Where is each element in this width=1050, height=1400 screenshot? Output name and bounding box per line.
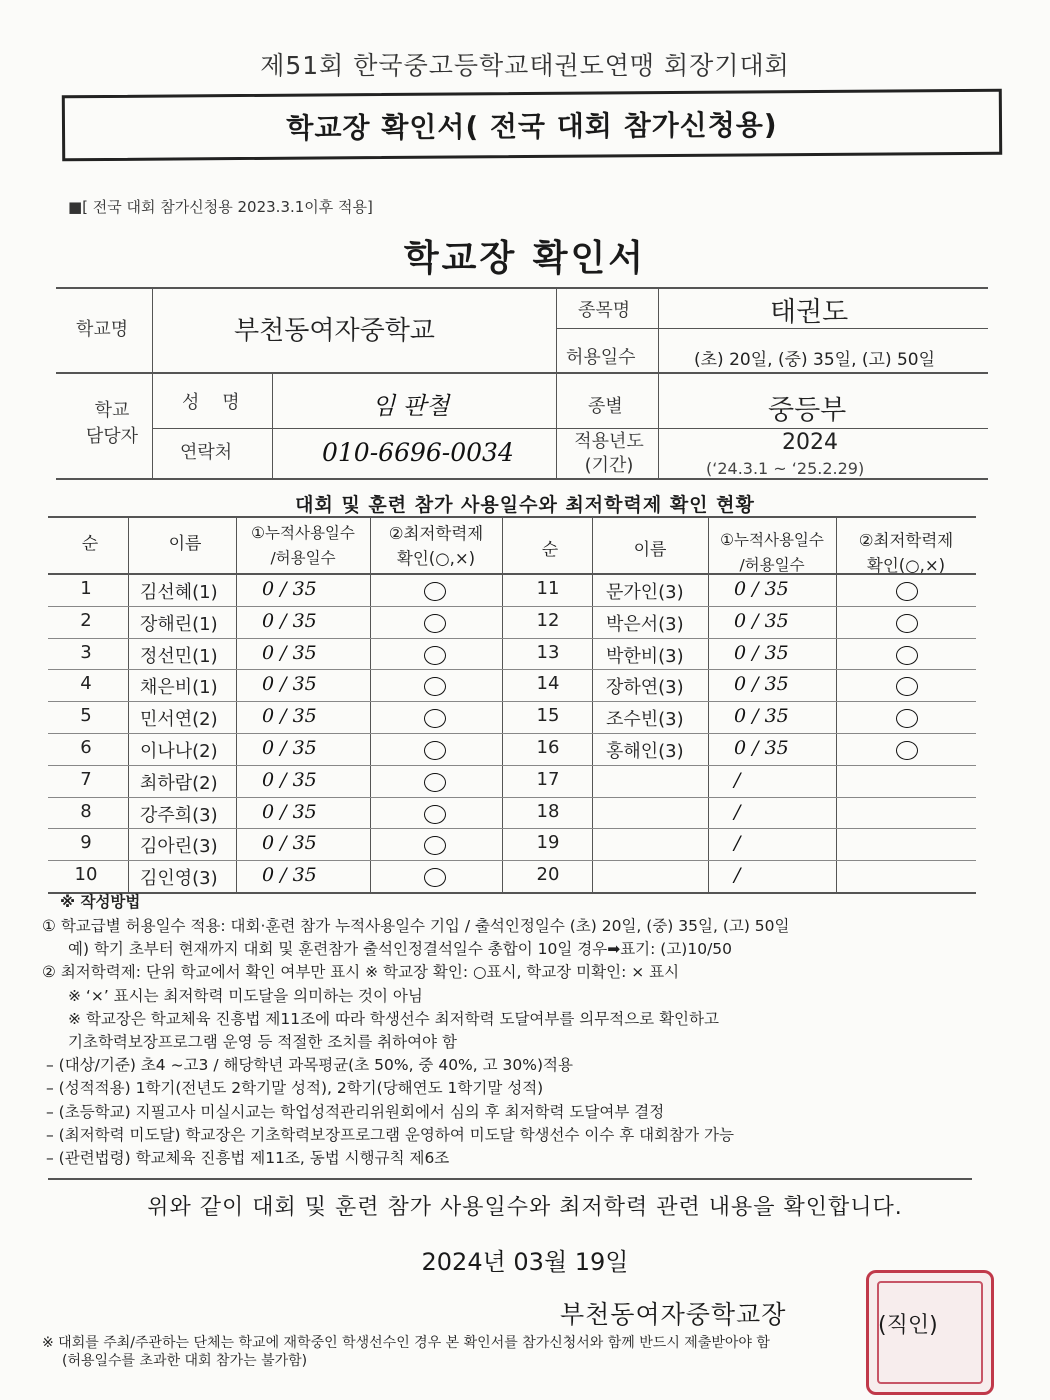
student-name: 박은서(3) (606, 613, 684, 635)
header-days-left: ①누적사용일수 /허용일수 (251, 524, 355, 567)
row-number: 19 (536, 832, 560, 854)
student-name: 홍해인(3) (606, 741, 684, 762)
year-period: (‘24.3.1 ~ ‘25.2.29) (706, 459, 865, 478)
info-rule-bottom (56, 478, 988, 480)
row-number: 6 (80, 737, 92, 758)
days-used: 0 / 35 (262, 737, 317, 759)
row-number: 1 (80, 578, 92, 599)
table-vrule (236, 516, 237, 892)
days-used: / (734, 800, 741, 823)
check-circle-icon (424, 614, 446, 633)
student-name: 최하람(2) (140, 772, 218, 794)
method-title: ※ 작성방법 (60, 893, 141, 911)
row-number: 18 (536, 800, 560, 822)
student-name: 김선혜(1) (140, 582, 218, 603)
check-circle-icon (424, 646, 446, 665)
check-circle-icon (424, 868, 446, 887)
days-used: 0 / 35 (734, 737, 789, 759)
row-number: 7 (80, 768, 92, 790)
info-vrule (272, 372, 273, 478)
days-used: 0 / 35 (262, 800, 317, 823)
table-row-rule (48, 701, 976, 702)
table-row-rule (48, 669, 976, 670)
row-number: 12 (536, 609, 560, 631)
student-name: 정선민(1) (140, 645, 218, 667)
table-row-rule (48, 797, 976, 798)
table-vrule (128, 516, 129, 892)
days-used: / (734, 832, 741, 855)
method-line: 기초학력보장프로그램 운영 등 적절한 조치를 취하여야 함 (68, 1033, 457, 1051)
days-used: / (734, 768, 741, 791)
table-row-rule (48, 606, 976, 607)
days-used: 0 / 35 (262, 673, 317, 696)
method-line: – (관련법령) 학교체육 진흥법 제11조, 동법 시행규칙 제6조 (46, 1149, 450, 1167)
boxed-title-text: 학교장 확인서( 전국 대회 참가신청용) (286, 108, 778, 145)
footnote-required: ※ 대회를 주최/주관하는 단체는 학교에 재학중인 학생선수인 경우 본 확인서를 참가신청서와 함께 반드시 제출받아야 함 (42, 1335, 770, 1351)
principal-title: 부천동여자중학교장 (560, 1300, 787, 1329)
confirm-statement: 위와 같이 대회 및 훈련 참가 사용일수와 최저학력 관련 내용을 확인합니다. (147, 1195, 903, 1220)
table-title: 대회 및 훈련 참가 사용일수와 최저학력제 확인 현황 (295, 494, 755, 516)
category-value: 중등부 (768, 395, 847, 426)
phone-label: 연락처 (180, 442, 233, 463)
header-check-right: ②최저학력제 확인(○,×) (858, 531, 954, 575)
seal-label: (직인) (878, 1313, 938, 1338)
event-value: 태권도 (770, 297, 849, 328)
days-used: 0 / 35 (734, 609, 789, 632)
footnote-limit: (허용일수를 초과한 대회 참가는 불가함) (62, 1353, 308, 1369)
method-line: ② 최저학력제: 단위 학교에서 확인 여부만 표시 ※ 학교장 확인: ○표시, 학교장 미확인: × 표시 (42, 963, 680, 982)
applicability-note: ■[ 전국 대회 참가신청용 2023.3.1이후 적용] (68, 198, 373, 216)
student-name: 문가인(3) (606, 582, 684, 603)
header-check-left: ②최저학력제 확인(○,×) (388, 524, 484, 568)
table-row-rule (48, 638, 976, 639)
category-label: 종별 (588, 396, 623, 417)
days-used: 0 / 35 (262, 864, 317, 887)
days-used: 0 / 35 (734, 673, 789, 696)
check-circle-icon (424, 709, 446, 728)
info-rule-top (56, 287, 988, 289)
student-name: 김아린(3) (140, 836, 218, 858)
check-circle-icon (896, 677, 918, 696)
info-rule (56, 372, 988, 374)
method-line: ※ 학교장은 학교체육 진흥법 제11조에 따라 학생선수 최저학력 도달여부를 의무적으로 확인하고 (68, 1009, 719, 1028)
check-circle-icon (424, 677, 446, 696)
method-rule (48, 1178, 972, 1180)
table-vrule-middle (502, 516, 503, 892)
table-vrule (370, 516, 371, 892)
check-circle-icon (896, 709, 918, 728)
days-used: / (734, 864, 741, 887)
info-vrule (658, 287, 659, 478)
method-line: – (최저학력 미도달) 학교장은 기초학력보장프로그램 운영하여 미도달 학생선수 이수 후 대회참가 가능 (46, 1125, 734, 1144)
row-number: 15 (536, 705, 560, 727)
days-used: 0 / 35 (734, 578, 789, 600)
days-used: 0 / 35 (262, 609, 317, 632)
student-name: 민서연(2) (140, 709, 218, 731)
school-label: 학교명 (76, 319, 129, 340)
row-number: 8 (80, 800, 92, 822)
days-used: 0 / 35 (262, 578, 317, 600)
name-label: 성 명 (182, 392, 240, 413)
header-no-right: 순 (541, 540, 559, 560)
check-circle-icon (424, 741, 446, 760)
year-value: 2024 (782, 430, 838, 455)
row-number: 3 (80, 641, 92, 663)
school-name: 부천동여자중학교 (234, 316, 435, 346)
method-line: – (성적적용) 1학기(전년도 2학기말 성적), 2학기(당해연도 1학기말 성적) (46, 1079, 544, 1098)
table-row-rule (48, 733, 976, 734)
row-number: 20 (536, 864, 560, 886)
row-number: 4 (80, 673, 92, 695)
method-line: – (대상/기준) 초4 ~고3 / 해당학년 과목평균(초 50%, 중 40%, 고 30%)적용 (46, 1056, 573, 1075)
table-row-rule (48, 765, 976, 766)
days-used: 0 / 35 (262, 832, 317, 855)
row-number: 2 (80, 609, 92, 631)
allowed-days-value: (초) 20일, (중) 35일, (고) 50일 (694, 350, 936, 370)
table-vrule (592, 516, 593, 892)
method-line: ① 학교급별 허용일수 적용: 대회·훈련 참가 누적사용일수 기입 / 출석인정일수 (초) 20일, (중) 35일, (고) 50일 (42, 917, 790, 935)
days-used: 0 / 35 (262, 641, 317, 664)
method-line: ※ ‘×’ 표시는 최저학력 미도달을 의미하는 것이 아님 (68, 986, 423, 1005)
check-circle-icon (424, 773, 446, 792)
table-row-rule (48, 860, 976, 861)
row-number: 9 (80, 832, 92, 854)
issue-date: 2024년 03월 19일 (421, 1248, 629, 1276)
days-used: 0 / 35 (262, 705, 317, 728)
method-line: – (초등학교) 지필고사 미실시교는 학업성적관리위원회에서 심의 후 최저학력 도달여부 결정 (46, 1102, 665, 1121)
handwritten-name: 임 판철 (372, 392, 450, 420)
year-label: 적용년도 (기간) (574, 431, 644, 476)
student-name: 장하연(3) (606, 677, 684, 699)
info-rule (152, 428, 988, 429)
table-rule-bottom (48, 892, 976, 894)
student-name: 채은비(1) (140, 677, 218, 699)
table-row-rule (48, 828, 976, 829)
check-circle-icon (424, 582, 446, 601)
check-circle-icon (896, 614, 918, 633)
event-title: 제51회 한국중고등학교태권도연맹 회장기대회 (260, 51, 790, 80)
days-used: 0 / 35 (734, 641, 789, 664)
row-number: 13 (536, 641, 560, 663)
row-number: 17 (536, 768, 560, 790)
days-used: 0 / 35 (734, 705, 789, 728)
check-circle-icon (896, 741, 918, 760)
student-name: 강주희(3) (140, 804, 218, 826)
check-circle-icon (896, 646, 918, 665)
contact-person-label: 학교 담당자 (85, 400, 139, 447)
info-vrule (556, 287, 557, 478)
row-number: 10 (74, 864, 98, 886)
student-name: 박한비(3) (606, 645, 684, 667)
check-circle-icon (424, 836, 446, 855)
allowed-days-label: 허용일수 (566, 347, 636, 368)
row-number: 14 (536, 673, 560, 695)
row-number: 5 (80, 705, 92, 727)
handwritten-phone: 010-6696-0034 (322, 438, 514, 467)
check-circle-icon (896, 582, 918, 601)
check-circle-icon (424, 805, 446, 824)
header-days-right: ①누적사용일수 /허용일수 (720, 531, 824, 574)
event-label: 종목명 (578, 300, 631, 321)
row-number: 11 (536, 578, 560, 599)
form-title: 학교장 확인서 (403, 238, 647, 279)
days-used: 0 / 35 (262, 768, 317, 791)
method-line: 예) 학기 초부터 현재까지 대회 및 훈련참가 출석인정결석일수 총합이 10일 경우➡표기: (고)10/50 (68, 940, 733, 959)
boxed-title (62, 89, 1002, 162)
row-number: 16 (536, 737, 560, 758)
header-name-left: 이름 (168, 534, 202, 554)
student-name: 김인영(3) (140, 868, 218, 890)
student-name: 이나나(2) (140, 741, 218, 762)
student-name: 장해린(1) (140, 613, 218, 635)
student-name: 조수빈(3) (606, 709, 684, 731)
header-no-left: 순 (81, 534, 99, 554)
header-name-right: 이름 (633, 540, 667, 560)
info-vrule (152, 287, 153, 478)
